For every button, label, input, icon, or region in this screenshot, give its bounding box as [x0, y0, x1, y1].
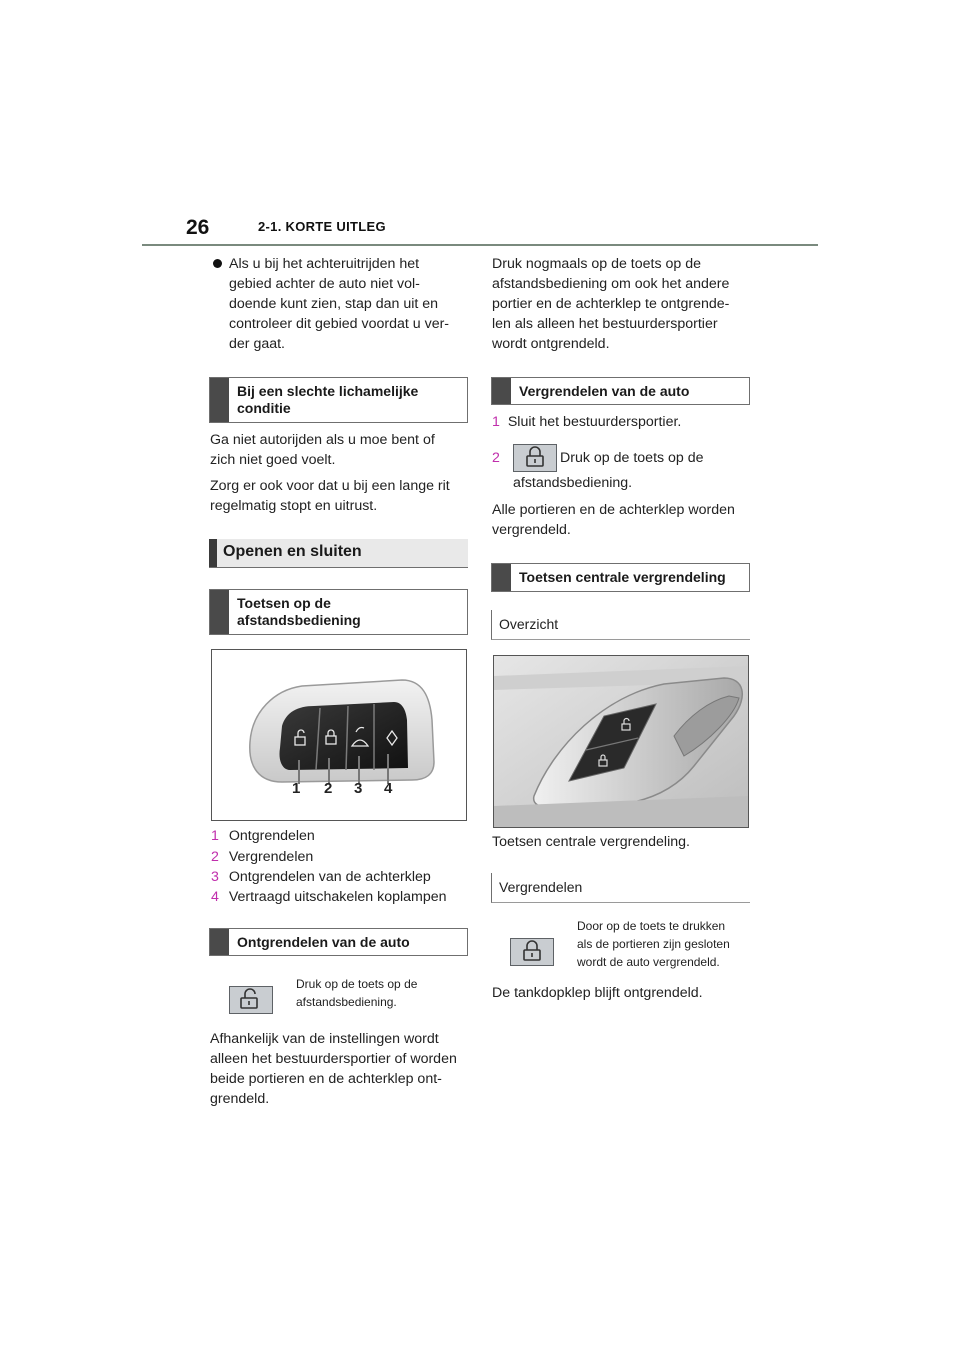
- bullet-line: doende kunt zien, stap dan uit en: [229, 296, 439, 312]
- callout-label: 1: [292, 780, 301, 797]
- box-title: Vergrendelen van de auto: [519, 383, 690, 399]
- page-number: 26: [186, 216, 210, 239]
- para-line: portier en de achterklep te ontgrende-: [492, 296, 730, 312]
- subheading-text: Vergrendelen: [499, 879, 583, 895]
- legend-text: Ontgrendelen: [228, 828, 315, 844]
- paragraph-tired: [210, 430, 470, 470]
- box-title: Toetsen op de: [237, 595, 331, 611]
- para-line: Zorg er ook voor dat u bij een lange rit: [210, 478, 450, 494]
- bullet-line: Als u bij het achteruitrijden het: [229, 256, 420, 272]
- legend-number: 2: [211, 849, 219, 865]
- legend-text: Ontgrendelen van de achterklep: [228, 869, 431, 885]
- box-title: Ontgrendelen van de auto: [237, 934, 410, 950]
- step-1: [492, 412, 757, 432]
- bullet-line: controleer dit gebied voordat u ver-: [229, 316, 450, 332]
- box-lock: [491, 377, 750, 405]
- box-central-locking: [491, 563, 750, 592]
- step-number: 1: [492, 414, 500, 430]
- para-line: wordt ontgrendeld.: [492, 336, 610, 352]
- unlock-note: [296, 975, 466, 1011]
- callout-label: 2: [324, 780, 333, 797]
- legend-list: [211, 826, 481, 907]
- note-line: Druk op de toets op de: [296, 977, 418, 991]
- door-panel-illustration: [494, 656, 748, 827]
- lock-icon: [511, 939, 553, 965]
- legend-number: 1: [211, 828, 219, 844]
- para-line: Druk nogmaals op de toets op de: [492, 256, 702, 272]
- section-bar: [209, 539, 217, 567]
- para-line: regelmatig stopt en uitrust.: [210, 498, 378, 514]
- central-lock-icon-box: [510, 938, 554, 966]
- para-line: beide portieren en de achterklep ont-: [210, 1071, 442, 1087]
- box-bar: [210, 929, 229, 955]
- subheading-text: Overzicht: [499, 616, 559, 632]
- bullet-icon: [213, 259, 222, 268]
- key-fob-illustration: [212, 650, 466, 820]
- subheading-lock: [491, 873, 750, 903]
- bullet-line: der gaat.: [229, 336, 286, 352]
- box-condition: [209, 377, 468, 423]
- paragraph-press-again: [492, 254, 757, 354]
- paragraph-settings: [210, 1029, 475, 1109]
- section-open-close: [209, 539, 468, 568]
- paragraph-rest: [210, 476, 470, 516]
- box-bar: [210, 590, 229, 634]
- para-line: Alle portieren en de achterklep worden: [492, 502, 735, 518]
- step-2-text: Druk op de toets op de: [560, 450, 704, 466]
- box-keys: [209, 589, 468, 635]
- lock-icon: [514, 445, 556, 471]
- section-title: Openen en sluiten: [223, 543, 362, 560]
- box-bar: [492, 564, 511, 591]
- paragraph-all-locked: [492, 500, 757, 540]
- para-line: len als alleen het bestuurdersportier: [492, 316, 718, 332]
- para-line: Afhankelijk van de instellingen wordt: [210, 1031, 439, 1047]
- note-line: wordt de auto vergrendeld.: [577, 955, 720, 969]
- para-line: Ga niet autorijden als u moe bent of: [210, 432, 435, 448]
- legend-item: [211, 847, 481, 867]
- note-line: als de portieren zijn gesloten: [577, 937, 730, 951]
- step-text: Sluit het bestuurdersportier.: [507, 414, 682, 430]
- step-2-text-cont: afstandsbediening.: [513, 475, 633, 491]
- note-line: afstandsbediening.: [296, 995, 397, 1009]
- legend-text: Vergrendelen: [228, 849, 314, 865]
- lock-key-icon-box: [513, 444, 557, 472]
- unlock-key-icon-box: [229, 986, 273, 1014]
- legend-item: [211, 867, 481, 887]
- para-line: vergrendeld.: [492, 522, 571, 538]
- chapter-title: 2-1. KORTE UITLEG: [258, 219, 386, 234]
- legend-item: [211, 887, 481, 907]
- legend-item: [211, 826, 481, 847]
- bullet-line: gebied achter de auto niet vol-: [229, 276, 420, 292]
- header-rule: [142, 244, 818, 246]
- box-title: conditie: [237, 400, 291, 416]
- step-2-number: 2: [492, 450, 500, 466]
- subheading-overview: [491, 610, 750, 640]
- legend-text: Vertraagd uitschakelen koplampen: [228, 889, 447, 905]
- box-title: Bij een slechte lichamelijke: [237, 383, 419, 399]
- para-line: zich niet goed voelt.: [210, 452, 336, 468]
- box-bar: [492, 378, 511, 404]
- para-line: afstandsbediening om ook het andere: [492, 276, 730, 292]
- unlock-icon: [230, 987, 272, 1013]
- box-title: Toetsen centrale vergrendeling: [519, 569, 726, 585]
- box-unlock: [209, 928, 468, 956]
- box-title: afstandsbediening: [237, 612, 361, 628]
- key-fob-image: [211, 649, 467, 821]
- door-buttons-image: [493, 655, 749, 828]
- lock-note: [577, 917, 757, 971]
- paragraph-fuel-flap: De tankdopklep blijft ontgrendeld.: [492, 985, 703, 1001]
- para-line: grendeld.: [210, 1091, 270, 1107]
- callout-label: 4: [384, 780, 393, 797]
- legend-number: 4: [211, 889, 219, 905]
- box-bar: [210, 378, 229, 422]
- note-line: Door op de toets te drukken: [577, 919, 726, 933]
- image-caption: Toetsen centrale vergrendeling.: [492, 834, 690, 850]
- legend-number: 3: [211, 869, 219, 885]
- para-line: alleen het bestuurdersportier of worden: [210, 1051, 457, 1067]
- callout-label: 3: [354, 780, 363, 797]
